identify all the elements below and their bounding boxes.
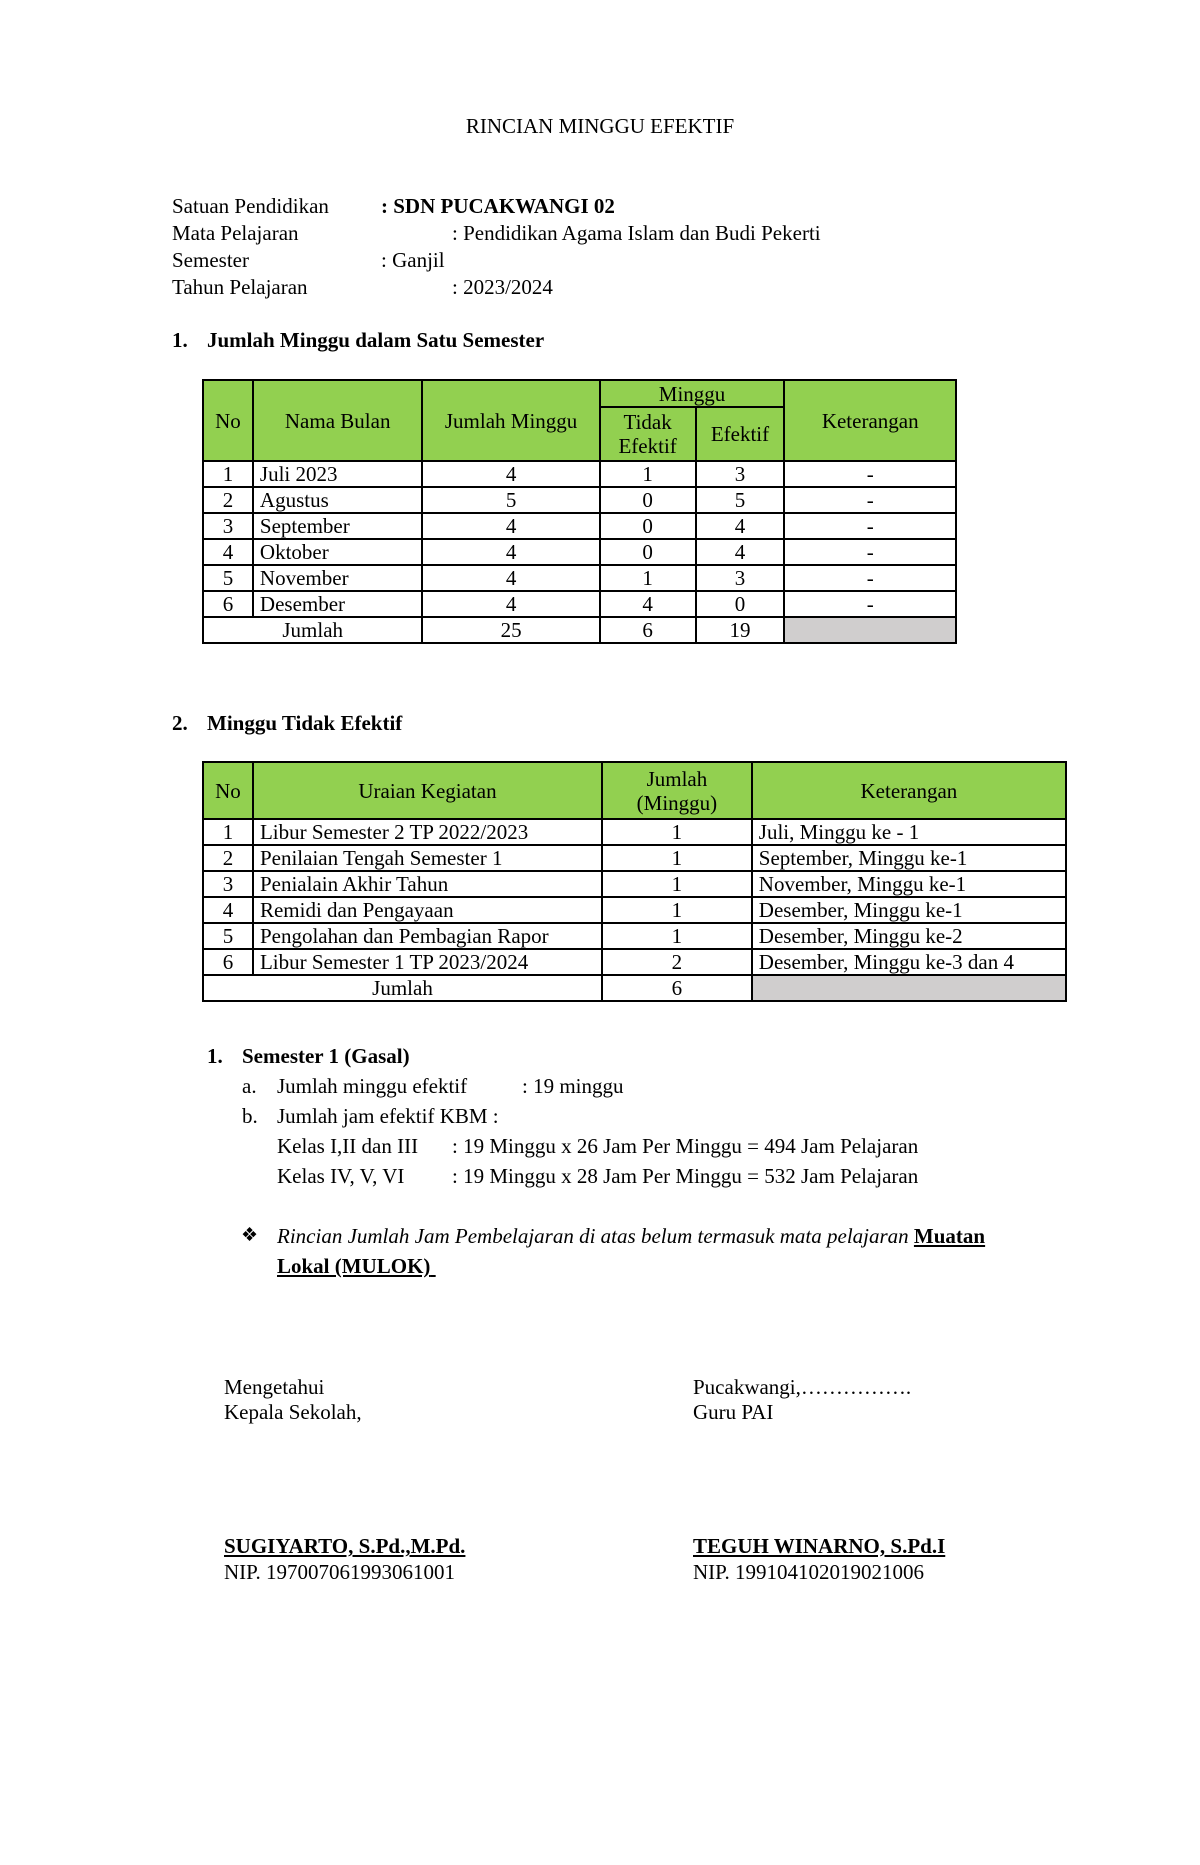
section2-heading: Minggu Tidak Efektif bbox=[207, 711, 403, 735]
cell-jumlah: 5 bbox=[422, 487, 599, 513]
header-no: No bbox=[203, 762, 253, 819]
cell-tidak: 4 bbox=[600, 591, 696, 617]
total-label: Jumlah bbox=[203, 975, 602, 1001]
semester-number: 1. bbox=[207, 1044, 223, 1068]
header-uraian: Uraian Kegiatan bbox=[253, 762, 602, 819]
section1-number: 1. bbox=[172, 328, 188, 352]
header-tidak-line1: Tidak bbox=[623, 410, 672, 434]
header-tidak-efektif bbox=[600, 407, 696, 461]
total-ket-empty bbox=[784, 617, 956, 643]
cell-efektif: 3 bbox=[696, 461, 785, 487]
total-jumlah: 6 bbox=[602, 975, 752, 1001]
cell-uraian: Penialain Akhir Tahun bbox=[253, 871, 602, 897]
cell-no: 5 bbox=[203, 565, 253, 591]
cell-bulan: November bbox=[253, 565, 423, 591]
total-label: Jumlah bbox=[203, 617, 422, 643]
cell-no: 5 bbox=[203, 923, 253, 949]
cell-jumlah: 2 bbox=[602, 949, 752, 975]
cell-no: 6 bbox=[203, 591, 253, 617]
table-row bbox=[203, 513, 956, 539]
cell-jumlah: 1 bbox=[602, 871, 752, 897]
cell-no: 4 bbox=[203, 539, 253, 565]
header-efektif: Efektif bbox=[696, 407, 785, 461]
cell-no: 4 bbox=[203, 897, 253, 923]
sign-left-line1: Mengetahui bbox=[224, 1375, 325, 1399]
semester-heading: Semester 1 (Gasal) bbox=[242, 1044, 410, 1068]
section2-number: 2. bbox=[172, 711, 188, 735]
cell-jumlah: 1 bbox=[602, 845, 752, 871]
cell-no: 1 bbox=[203, 461, 253, 487]
total-efektif: 19 bbox=[696, 617, 785, 643]
cell-jumlah: 1 bbox=[602, 897, 752, 923]
cell-uraian: Remidi dan Pengayaan bbox=[253, 897, 602, 923]
cell-tidak: 0 bbox=[600, 487, 696, 513]
cell-bulan: September bbox=[253, 513, 423, 539]
diamond-bullet-icon: ❖ bbox=[241, 1225, 259, 1246]
note-line2 bbox=[277, 1254, 464, 1279]
header-keterangan: Keterangan bbox=[784, 380, 956, 461]
table-row bbox=[203, 565, 956, 591]
table-row bbox=[203, 923, 1066, 949]
table-row bbox=[203, 871, 1066, 897]
cell-efektif: 5 bbox=[696, 487, 785, 513]
cell-efektif: 3 bbox=[696, 565, 785, 591]
cell-jumlah: 4 bbox=[422, 539, 599, 565]
cell-ket: - bbox=[784, 565, 956, 591]
info-label-mapel: Mata Pelajaran bbox=[172, 221, 299, 245]
item-a-label: Jumlah minggu efektif bbox=[277, 1074, 468, 1098]
sign-right-name: TEGUH WINARNO, S.Pd.I bbox=[693, 1534, 946, 1558]
cell-ket: - bbox=[784, 591, 956, 617]
cell-efektif: 4 bbox=[696, 513, 785, 539]
cell-tidak: 1 bbox=[600, 461, 696, 487]
header-no: No bbox=[203, 380, 253, 461]
kelas1-value: : 19 Minggu x 26 Jam Per Minggu = 494 Jam Pelajaran bbox=[452, 1134, 919, 1158]
sign-left-name: SUGIYARTO, S.Pd.,M.Pd. bbox=[224, 1534, 466, 1558]
table-row bbox=[203, 487, 956, 513]
cell-jumlah: 4 bbox=[422, 565, 599, 591]
cell-ket: - bbox=[784, 513, 956, 539]
cell-no: 6 bbox=[203, 949, 253, 975]
cell-ket: September, Minggu ke-1 bbox=[752, 845, 1066, 871]
cell-uraian: Penilaian Tengah Semester 1 bbox=[253, 845, 602, 871]
cell-bulan: Desember bbox=[253, 591, 423, 617]
section1-heading: Jumlah Minggu dalam Satu Semester bbox=[207, 328, 545, 352]
non-effective-table bbox=[202, 761, 1067, 1002]
cell-efektif: 4 bbox=[696, 539, 785, 565]
total-row bbox=[203, 617, 956, 643]
total-ket-empty bbox=[752, 975, 1066, 1001]
total-jumlah: 25 bbox=[422, 617, 599, 643]
cell-ket: - bbox=[784, 487, 956, 513]
info-value-tahun: : 2023/2024 bbox=[452, 275, 553, 299]
header-jumlah-minggu: Jumlah Minggu bbox=[422, 380, 599, 461]
table-row bbox=[203, 949, 1066, 975]
cell-efektif: 0 bbox=[696, 591, 785, 617]
cell-jumlah: 4 bbox=[422, 513, 599, 539]
kelas2-label: Kelas IV, V, VI bbox=[277, 1164, 405, 1188]
weeks-table bbox=[202, 379, 957, 644]
note-bold1: Muatan bbox=[913, 1224, 986, 1248]
cell-uraian: Pengolahan dan Pembagian Rapor bbox=[253, 923, 602, 949]
item-b-label: Jumlah jam efektif KBM : bbox=[277, 1104, 499, 1128]
sign-right-line1: Pucakwangi,……………. bbox=[693, 1375, 912, 1399]
cell-bulan: Oktober bbox=[253, 539, 423, 565]
info-label-tahun: Tahun Pelajaran bbox=[172, 275, 308, 299]
header-jumlah-line1: Jumlah bbox=[646, 766, 708, 791]
cell-no: 2 bbox=[203, 487, 253, 513]
note-italic: Rincian Jumlah Jam Pembelajaran di atas belum termasuk mata pelajaran bbox=[277, 1224, 909, 1248]
page-title: RINCIAN MINGGU EFEKTIF bbox=[465, 114, 735, 138]
kelas2-value: : 19 Minggu x 28 Jam Per Minggu = 532 Jam Pelajaran bbox=[452, 1164, 919, 1188]
table-row bbox=[203, 461, 956, 487]
table-row bbox=[203, 591, 956, 617]
cell-no: 3 bbox=[203, 513, 253, 539]
cell-jumlah: 1 bbox=[602, 923, 752, 949]
info-value-mapel: : Pendidikan Agama Islam dan Budi Pekerti bbox=[452, 221, 821, 245]
sign-left-line2: Kepala Sekolah, bbox=[224, 1400, 362, 1424]
note-line1 bbox=[277, 1224, 985, 1249]
total-tidak: 6 bbox=[600, 617, 696, 643]
item-a-value: : 19 minggu bbox=[522, 1074, 624, 1098]
header-jumlah-line2: (Minggu) bbox=[636, 790, 718, 815]
cell-tidak: 1 bbox=[600, 565, 696, 591]
header-minggu: Minggu bbox=[600, 380, 785, 407]
cell-no: 1 bbox=[203, 819, 253, 845]
cell-ket: November, Minggu ke-1 bbox=[752, 871, 1066, 897]
cell-jumlah: 4 bbox=[422, 591, 599, 617]
cell-uraian: Libur Semester 1 TP 2023/2024 bbox=[253, 949, 602, 975]
header-tidak-line2: Efektif bbox=[618, 434, 677, 458]
item-a-marker: a. bbox=[242, 1074, 257, 1098]
kelas1-label: Kelas I,II dan III bbox=[277, 1134, 419, 1158]
cell-ket: - bbox=[784, 461, 956, 487]
sign-right-line2: Guru PAI bbox=[693, 1400, 774, 1424]
total-row bbox=[203, 975, 1066, 1001]
item-b-marker: b. bbox=[242, 1104, 258, 1128]
cell-no: 2 bbox=[203, 845, 253, 871]
table-row bbox=[203, 539, 956, 565]
cell-ket: Juli, Minggu ke - 1 bbox=[752, 819, 1066, 845]
table-row bbox=[203, 845, 1066, 871]
note-bold2: Lokal (MULOK) bbox=[277, 1254, 431, 1278]
header-jumlah bbox=[602, 762, 752, 819]
sign-right-nip: NIP. 199104102019021006 bbox=[693, 1560, 925, 1584]
cell-jumlah: 4 bbox=[422, 461, 599, 487]
header-nama-bulan: Nama Bulan bbox=[253, 380, 423, 461]
info-label-semester: Semester bbox=[172, 248, 249, 272]
cell-uraian: Libur Semester 2 TP 2022/2023 bbox=[253, 819, 602, 845]
cell-ket: Desember, Minggu ke-1 bbox=[752, 897, 1066, 923]
info-value-satuan: : SDN PUCAKWANGI 02 bbox=[381, 194, 615, 218]
cell-no: 3 bbox=[203, 871, 253, 897]
cell-tidak: 0 bbox=[600, 513, 696, 539]
note-underline-tail bbox=[430, 1254, 464, 1279]
header-keterangan: Keterangan bbox=[752, 762, 1066, 819]
table-row bbox=[203, 897, 1066, 923]
info-value-semester: : Ganjil bbox=[381, 248, 445, 272]
cell-bulan: Agustus bbox=[253, 487, 423, 513]
cell-ket: Desember, Minggu ke-3 dan 4 bbox=[752, 949, 1066, 975]
cell-ket: Desember, Minggu ke-2 bbox=[752, 923, 1066, 949]
cell-ket: - bbox=[784, 539, 956, 565]
cell-bulan: Juli 2023 bbox=[253, 461, 423, 487]
info-label-satuan: Satuan Pendidikan bbox=[172, 194, 329, 218]
cell-tidak: 0 bbox=[600, 539, 696, 565]
cell-jumlah: 1 bbox=[602, 819, 752, 845]
sign-left-nip: NIP. 197007061993061001 bbox=[224, 1560, 456, 1584]
table-row bbox=[203, 819, 1066, 845]
